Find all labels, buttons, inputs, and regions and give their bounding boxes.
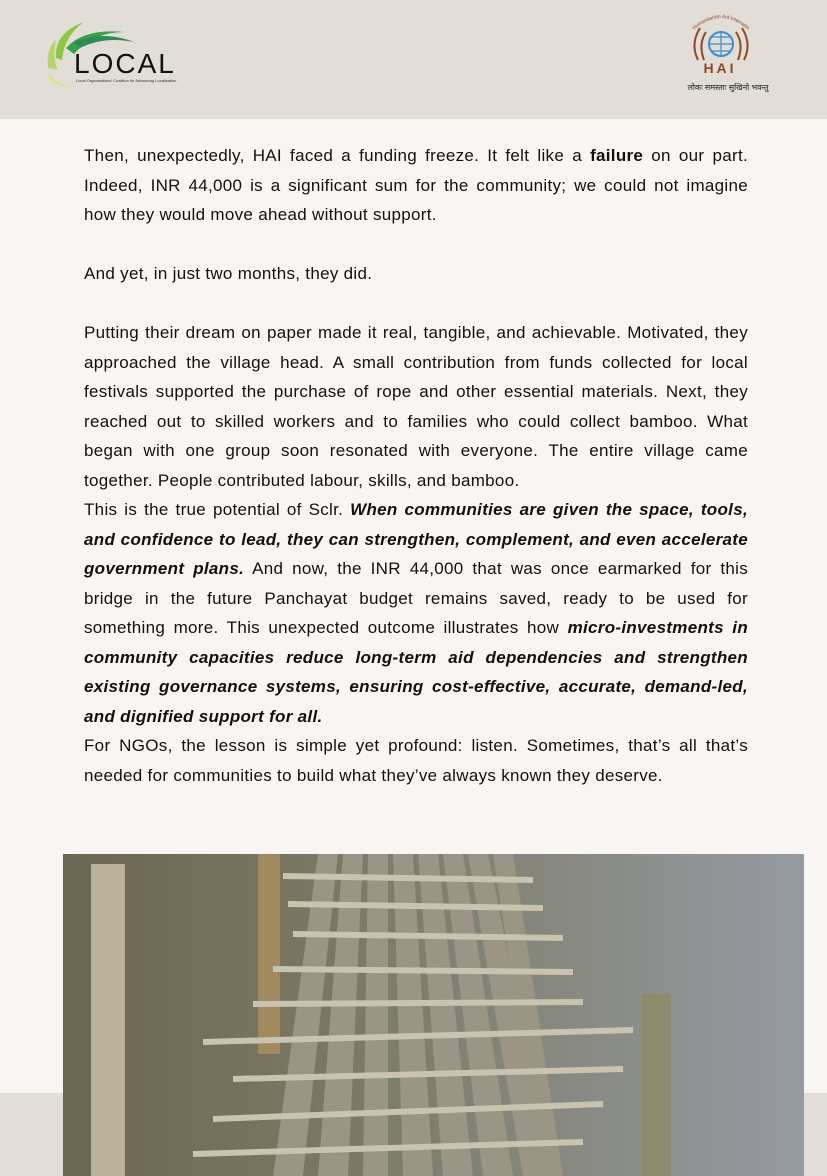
emphasis: When communities are given the space, tools, and confidence to lead, they can strengthen, complement, and even accelerate government plans. xyxy=(84,500,748,578)
paragraph-2: And yet, in just two months, they did. xyxy=(84,264,373,283)
text: And now, the INR 44,000 that was once earmarked for this bridge in the future Panchayat budget remains saved, ready to be used for something more. This unexpected outcome illustrates how xyxy=(84,559,748,637)
paragraph-1 xyxy=(84,141,748,230)
hai-arc-text: Humanitarian Aid Internatio xyxy=(691,14,751,32)
page-header xyxy=(0,0,827,119)
bold-failure: failure xyxy=(590,146,644,165)
text: This is the true potential of Sclr. xyxy=(84,500,351,519)
paragraph-3: Putting their dream on paper made it real, tangible, and achievable. Motivated, they approached the village head. A small contribution from funds collected for local festivals supported the purchase of rope and other essential materials. Next, they reached out to skilled workers and to families who could collect bamboo. What began with one group soon resonated with everyone. The entire village came together. People contributed labour, skills, and bamboo. xyxy=(84,323,748,490)
hai-motto: लोकः समस्ताः सुखिनो भवन्तु xyxy=(687,83,769,92)
article-body xyxy=(84,141,748,790)
hai-logo-text: HAI xyxy=(703,60,737,76)
svg-text:Humanitarian Aid International xyxy=(686,14,751,32)
local-logo-tagline: Local Organisations' Coalition for Advancing Localisation xyxy=(76,78,177,83)
local-logo-text: LOCAL xyxy=(74,48,176,79)
text: on our part. Indeed, INR 44,000 is a significant sum for the community; we could not imagine how they would move ahead without support. xyxy=(84,146,748,224)
bamboo-bridge-photo xyxy=(63,854,804,1176)
paragraph-5: For NGOs, the lesson is simple yet profound: listen. Sometimes, that’s all that’s needed for communities to build what they’ve always known they deserve. xyxy=(84,736,748,785)
bamboo-bridge-image xyxy=(63,854,804,1176)
globe-hands-icon xyxy=(686,14,756,64)
text: Then, unexpectedly, HAI faced a funding freeze. It felt like a xyxy=(84,146,591,165)
hai-logo xyxy=(686,14,776,98)
emphasis: micro-investments in community capacities reduce long-term aid dependencies and strengthen existing governance systems, ensuring cost-effective, accurate, demand-led, and dignified support for all. xyxy=(84,618,748,726)
paragraph-4 xyxy=(84,495,748,731)
local-logo xyxy=(44,18,177,90)
